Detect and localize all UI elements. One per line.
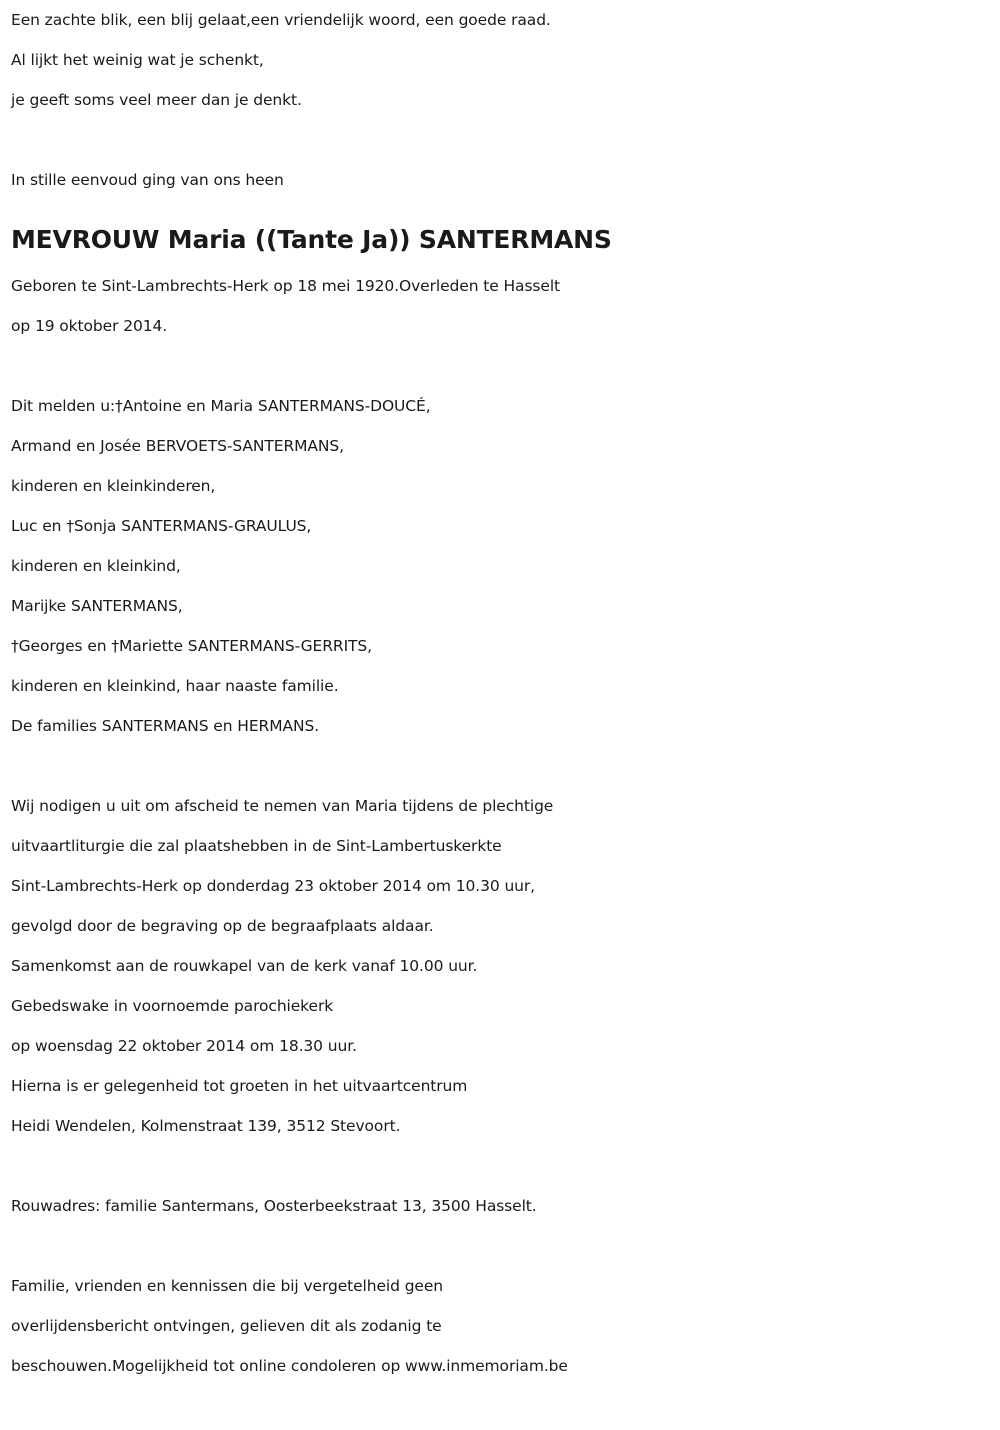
ceremony-line: gevolgd door de begraving op de begraafplaats aldaar.	[11, 917, 434, 935]
ceremony-line: Samenkomst aan de rouwkapel van de kerk vanaf 10.00 uur.	[11, 957, 478, 975]
birth-death-info	[11, 266, 996, 346]
ceremony-line: Heidi Wendelen, Kolmenstraat 139, 3512 Stevoort.	[11, 1117, 401, 1135]
spacer	[11, 346, 996, 386]
family-line: Luc en †Sonja SANTERMANS-GRAULUS,	[11, 517, 312, 535]
birth-death-line: Geboren te Sint-Lambrechts-Herk op 18 mei 1920.Overleden te Hasselt	[11, 277, 561, 295]
family-line: kinderen en kleinkinderen,	[11, 477, 216, 495]
family-list	[11, 386, 996, 746]
ceremony-line: Gebedswake in voornoemde parochiekerk	[11, 997, 334, 1015]
ceremony-line: Sint-Lambrechts-Herk op donderdag 23 oktober 2014 om 10.30 uur,	[11, 877, 535, 895]
family-line: Armand en Josée BERVOETS-SANTERMANS,	[11, 437, 344, 455]
deceased-name: MEVROUW Maria ((Tante Ja)) SANTERMANS	[11, 225, 612, 254]
spacer	[11, 1146, 996, 1186]
birth-death-line: op 19 oktober 2014.	[11, 317, 168, 335]
family-line: kinderen en kleinkind, haar naaste familie.	[11, 677, 339, 695]
poem-line: Al lijkt het weinig wat je schenkt,	[11, 51, 264, 69]
ceremony-info	[11, 786, 996, 1146]
family-line: Dit melden u:†Antoine en Maria SANTERMANS-DOUCÉ,	[11, 397, 431, 415]
closing-line: beschouwen.Mogelijkheid tot online condoleren op www.inmemoriam.be	[11, 1357, 568, 1375]
ceremony-line: op woensdag 22 oktober 2014 om 18.30 uur.	[11, 1037, 357, 1055]
obituary-notice	[11, 0, 996, 1386]
spacer	[11, 120, 996, 160]
intro-text: In stille eenvoud ging van ons heen	[11, 171, 284, 189]
poem	[11, 0, 996, 120]
family-line: De families SANTERMANS en HERMANS.	[11, 717, 320, 735]
closing-line: overlijdensbericht ontvingen, gelieven dit als zodanig te	[11, 1317, 442, 1335]
spacer	[11, 1226, 996, 1266]
closing-line: Familie, vrienden en kennissen die bij vergetelheid geen	[11, 1277, 444, 1295]
ceremony-line: uitvaartliturgie die zal plaatshebben in de Sint-Lambertuskerkte	[11, 837, 502, 855]
closing-note	[11, 1266, 996, 1386]
mourning-address: Rouwadres: familie Santermans, Oosterbeekstraat 13, 3500 Hasselt.	[11, 1197, 537, 1215]
family-line: †Georges en †Mariette SANTERMANS-GERRITS,	[11, 637, 372, 655]
spacer	[11, 746, 996, 786]
ceremony-line: Wij nodigen u uit om afscheid te nemen van Maria tijdens de plechtige	[11, 797, 554, 815]
family-line: kinderen en kleinkind,	[11, 557, 181, 575]
poem-line: je geeft soms veel meer dan je denkt.	[11, 91, 302, 109]
family-line: Marijke SANTERMANS,	[11, 597, 183, 615]
ceremony-line: Hierna is er gelegenheid tot groeten in het uitvaartcentrum	[11, 1077, 468, 1095]
poem-line: Een zachte blik, een blij gelaat,een vriendelijk woord, een goede raad.	[11, 11, 551, 29]
